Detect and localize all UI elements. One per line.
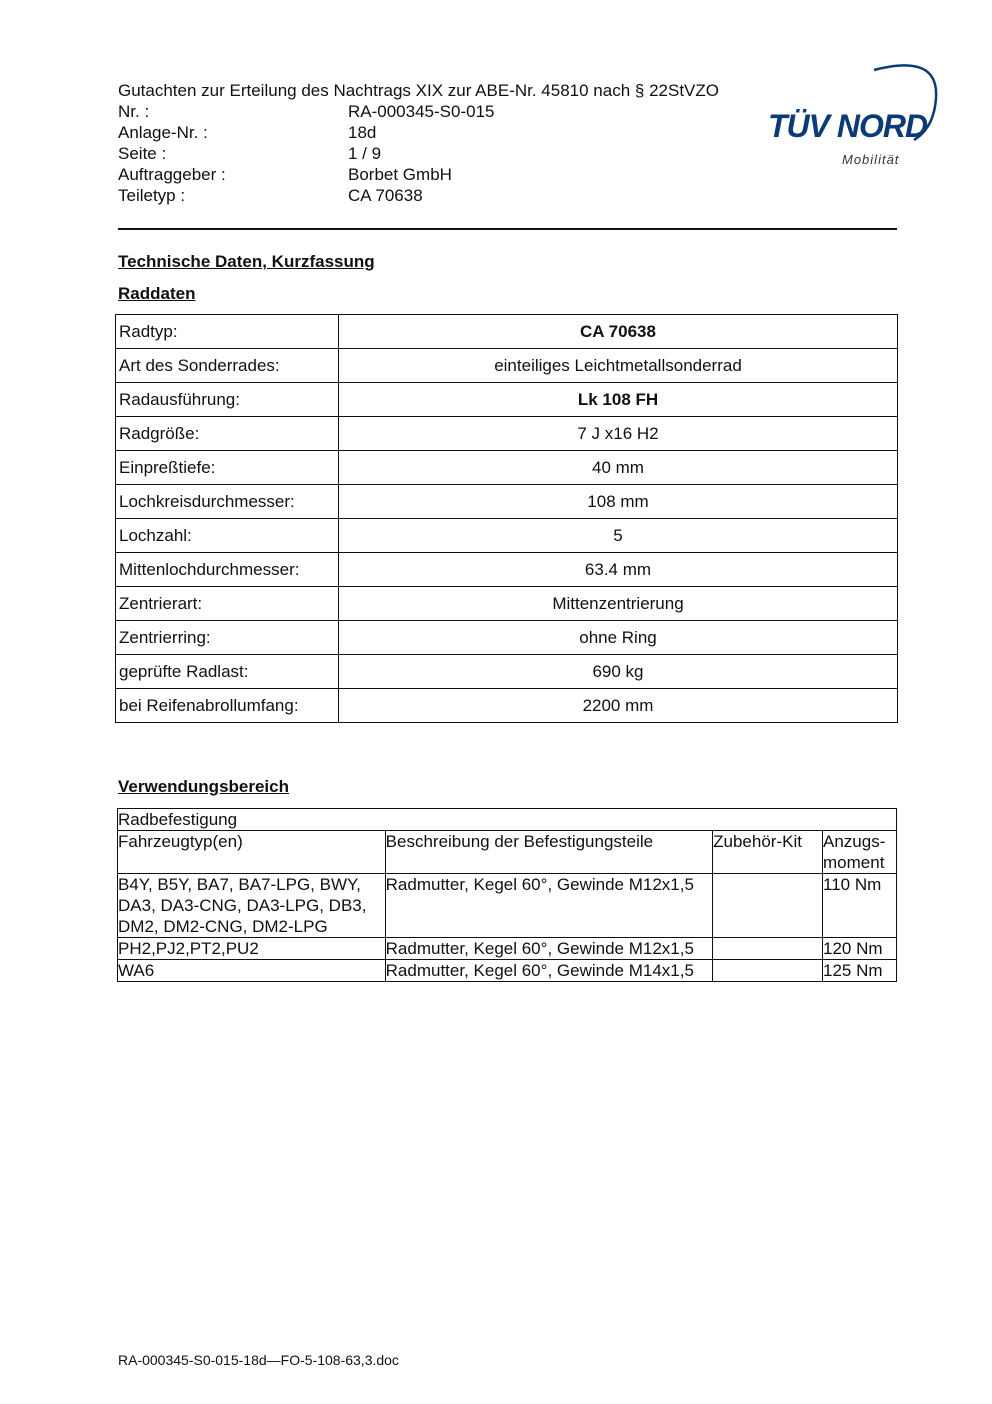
header-label: Anlage-Nr. : [118,123,208,142]
table-row [116,553,898,587]
column-header: Fahrzeugtyp(en) [118,831,386,874]
torque-cell: 110 Nm [823,874,897,938]
table-row [116,519,898,553]
header-row-anlage [118,122,778,143]
table-row [118,938,897,960]
row-value: 40 mm [339,451,898,485]
raddaten-title: Raddaten [118,284,196,303]
header-label: Teiletyp : [118,186,186,205]
header-label: Seite : [118,144,167,163]
tuv-nord-logo [764,58,944,173]
section-title: Technische Daten, Kurzfassung [118,252,375,271]
table-row [118,874,897,938]
row-label: Radtyp: [116,315,339,349]
kit-cell [713,960,823,982]
row-label: geprüfte Radlast: [116,655,339,689]
table-row [116,587,898,621]
table-header-row [118,831,897,874]
header-row-seite [118,143,778,164]
verwendung-table [117,808,897,982]
torque-cell: 120 Nm [823,938,897,960]
verwendung-title: Verwendungsbereich [118,777,289,796]
header-row-teiletyp [118,185,778,206]
header-label: Nr. : [118,102,150,121]
row-label: Zentrierart: [116,587,339,621]
raddaten-table [115,314,898,723]
row-value: 108 mm [339,485,898,519]
description-cell: Radmutter, Kegel 60°, Gewinde M14x1,5 [385,960,712,982]
row-value: Mittenzentrierung [339,587,898,621]
torque-cell: 125 Nm [823,960,897,982]
header-divider [118,228,897,230]
row-label: Radgröße: [116,417,339,451]
row-value: 63.4 mm [339,553,898,587]
table-row [116,689,898,723]
vehicle-types-cell: WA6 [118,960,386,982]
table-row [116,417,898,451]
header-value: 18d [348,123,377,142]
row-label: Lochkreisdurchmesser: [116,485,339,519]
row-label: Mittenlochdurchmesser: [116,553,339,587]
row-label: bei Reifenabrollumfang: [116,689,339,723]
row-value: ohne Ring [339,621,898,655]
header-label: Auftraggeber : [118,165,226,184]
header-value: 1 / 9 [348,144,382,163]
row-value: 2200 mm [339,689,898,723]
header-value: RA-000345-S0-015 [348,102,495,121]
row-value: einteiliges Leichtmetallsonderrad [339,349,898,383]
kit-cell [713,874,823,938]
table-row [118,960,897,982]
row-label: Lochzahl: [116,519,339,553]
table-row [116,315,898,349]
table-group-row [118,809,897,831]
column-header: Beschreibung der Befestigungsteile [385,831,712,874]
header-row-auftraggeber [118,164,778,185]
kit-cell [713,938,823,960]
column-header: Anzugs-moment [823,831,897,874]
logo-wordmark: TÜV NORD [768,108,928,144]
row-label: Art des Sonderrades: [116,349,339,383]
row-value: CA 70638 [339,315,898,349]
row-label: Zentrierring: [116,621,339,655]
document-title: Gutachten zur Erteilung des Nachtrags XIX zur ABE-Nr. 45810 nach § 22StVZO [118,81,719,100]
table-row [116,621,898,655]
table-row [116,349,898,383]
table-row [116,383,898,417]
footer-filename: RA-000345-S0-015-18d—FO-5-108-63,3.doc [118,1352,399,1368]
header-value: Borbet GmbH [348,165,452,184]
table-row [116,655,898,689]
group-header: Radbefestigung [118,809,897,831]
table-row [116,485,898,519]
row-label: Radausführung: [116,383,339,417]
row-value: 7 J x16 H2 [339,417,898,451]
vehicle-types-cell: B4Y, B5Y, BA7, BA7-LPG, BWY, DA3, DA3-CNG, DA3-LPG, DB3, DM2, DM2-CNG, DM2-LPG [118,874,386,938]
row-value: 690 kg [339,655,898,689]
column-header: Zubehör-Kit [713,831,823,874]
row-value: 5 [339,519,898,553]
description-cell: Radmutter, Kegel 60°, Gewinde M12x1,5 [385,874,712,938]
document-header [118,80,778,206]
vehicle-types-cell: PH2,PJ2,PT2,PU2 [118,938,386,960]
table-row [116,451,898,485]
description-cell: Radmutter, Kegel 60°, Gewinde M12x1,5 [385,938,712,960]
header-row-nr [118,101,778,122]
logo-subtitle: Mobilität [842,152,900,167]
row-value: Lk 108 FH [339,383,898,417]
row-label: Einpreßtiefe: [116,451,339,485]
header-value: CA 70638 [348,186,423,205]
